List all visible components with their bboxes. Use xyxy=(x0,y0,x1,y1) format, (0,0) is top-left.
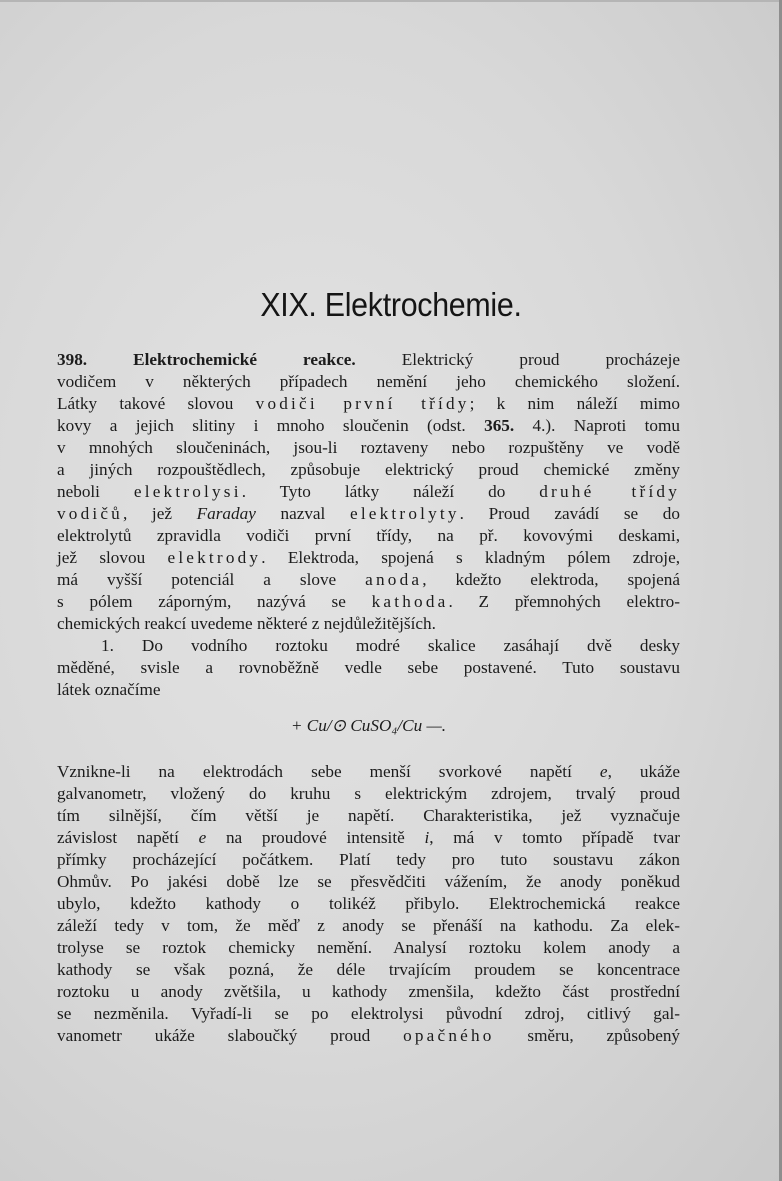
text-line: tím silnější, čím větší je napětí. Charakteristika, jež vyznačuje xyxy=(57,806,680,825)
chapter-title: XIX. Elektrochemie. xyxy=(260,286,522,323)
spaced-term: elektrody xyxy=(167,548,262,567)
text-line: kathody se však pozná, že déle trvajícím proudem se koncentrace xyxy=(57,960,680,979)
spaced-term: vodičů xyxy=(57,504,123,523)
text-line: elektrolytů zpravidla vodiči první třídy, na př. kovovými deskami, xyxy=(57,526,680,545)
text-line: závislost napětí e na proudové intensitě i, má v tomto případě tvar xyxy=(57,828,681,847)
text-line: 1. Do vodního roztoku modré skalice zasáhají dvě desky xyxy=(101,636,680,655)
cross-reference: 365. xyxy=(484,416,515,435)
text-line: záleží tedy v tom, že měď z anody se přenáší na kathodu. Za elek- xyxy=(57,916,680,935)
text-line: 398. Elektrochemické reakce. Elektrický proud procházeje xyxy=(57,350,681,369)
cell-formula: + Cu/⊙ CuSO₄/Cu —. xyxy=(290,716,447,735)
text-line: roztoku u anody zvětšila, u kathody zmenšila, kdežto část prostřední xyxy=(57,982,680,1001)
text-line: ubylo, kdežto kathody o tolikéž přibylo. Elektrochemická reakce xyxy=(57,894,680,913)
variable: i xyxy=(424,828,430,847)
text-line: Látky takové slovou vodiči první třídy; k nim náleží mimo xyxy=(57,394,681,413)
text-line: vodičů, jež Faraday nazval elektrolyty. Proud zavádí se do xyxy=(57,504,680,523)
person-name: Faraday xyxy=(196,504,256,523)
section-continuation xyxy=(57,761,680,1047)
section-398 xyxy=(57,349,680,744)
spaced-term: vodiči první třídy xyxy=(255,394,470,413)
text-line: galvanometr, vložený do kruhu s elektrickým zdrojem, trvalý proud xyxy=(57,784,680,803)
top-edge xyxy=(0,0,782,2)
section-heading: Elektrochemické reakce. xyxy=(133,350,356,369)
text-line: chemických reakcí uvedeme některé z nejdůležitějších. xyxy=(57,614,436,633)
text-line: vodičem v některých případech nemění jeho chemického složení. xyxy=(57,372,680,391)
spaced-term: kathoda xyxy=(371,592,449,611)
text-line: s pólem záporným, nazývá se kathoda. Z přemnohých elektro- xyxy=(57,592,680,611)
text-line: vanometr ukáže slaboučký proud opačného směru, způsobený xyxy=(57,1026,681,1045)
text-line: látek označíme xyxy=(57,680,161,699)
spaced-term: opačného xyxy=(403,1026,495,1045)
text-line: měděné, svisle a rovnoběžně vedle sebe postavené. Tuto soustavu xyxy=(57,658,680,677)
text-line: jež slovou elektrody. Elektroda, spojená s kladným pólem zdroje, xyxy=(57,548,681,567)
variable: e xyxy=(198,828,207,847)
text-line: a jiných rozpouštědlech, způsobuje elektrický proud chemické změny xyxy=(57,460,680,479)
spaced-term: druhé třídy xyxy=(539,482,681,501)
text-line: se nezměnila. Vyřadí-li se po elektrolysi původní zdroj, citlivý gal- xyxy=(57,1004,680,1023)
text-line: kovy a jejich slitiny i mnoho sloučenin (odst. 365. 4.). Naproti tomu xyxy=(57,416,680,435)
section-number: 398. xyxy=(57,350,88,369)
text-line: přímky procházející počátkem. Platí tedy pro tuto soustavu zákon xyxy=(57,850,680,869)
text-line: trolyse se roztok chemicky nemění. Analysí roztoku kolem anody a xyxy=(57,938,680,957)
spaced-term: elektrolyty xyxy=(350,504,460,523)
text-line: Ohmův. Po jakési době lze se přesvědčiti vážením, že anody poněkud xyxy=(57,872,680,891)
spaced-term: elektrolysi xyxy=(133,482,242,501)
text-line: má vyšší potenciál a slove anoda, kdežto elektroda, spojená xyxy=(57,570,680,589)
variable: e xyxy=(599,762,608,781)
text-line: neboli elektrolysi. Tyto látky náleží do druhé třídy xyxy=(57,482,681,501)
spaced-term: anoda xyxy=(365,570,423,589)
text-line: v mnohých sloučeninách, jsou-li roztaveny nebo rozpuštěny ve vodě xyxy=(57,438,680,457)
text-line: Vznikne-li na elektrodách sebe menší svorkové napětí e, ukáže xyxy=(57,762,680,781)
